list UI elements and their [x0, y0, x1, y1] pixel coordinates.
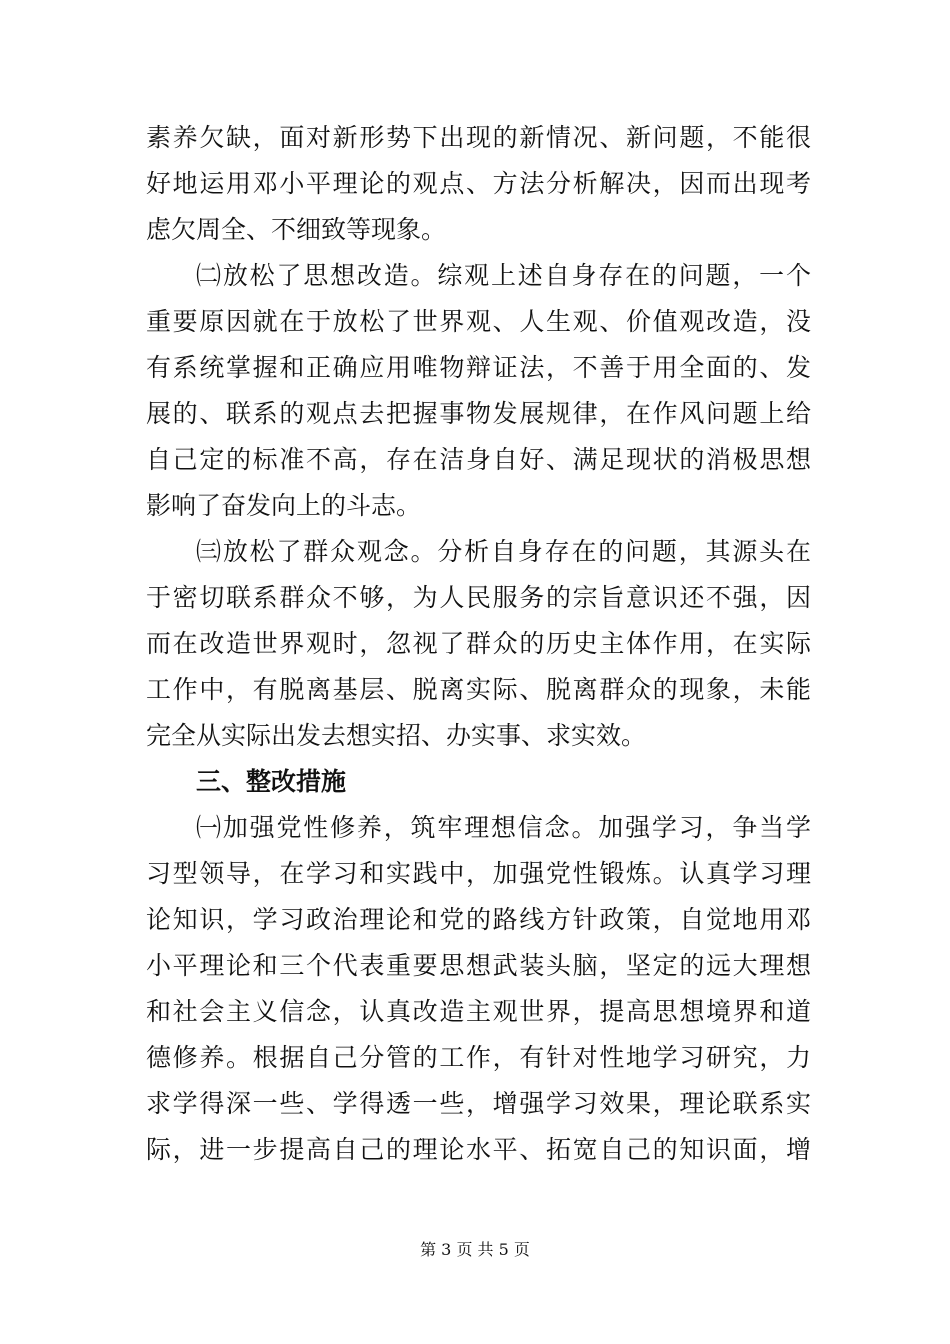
section-heading: 三、整改措施	[196, 767, 347, 796]
paragraph	[146, 115, 811, 253]
text-line: 重要原因就在于放松了世界观、人生观、价值观改造，没	[146, 307, 811, 336]
page-footer: 第 3 页 共 5 页	[420, 1240, 530, 1259]
text-line: 有系统掌握和正确应用唯物辩证法，不善于用全面的、发	[146, 353, 811, 382]
text-line: 好地运用邓小平理论的观点、方法分析解决，因而出现考	[146, 169, 811, 198]
text-line: 习型领导，在学习和实践中，加强党性锻炼。认真学习理	[146, 859, 811, 888]
text-line: 影响了奋发向上的斗志。	[146, 491, 422, 520]
text-line: 工作中，有脱离基层、脱离实际、脱离群众的现象，未能	[146, 675, 811, 704]
text-line: 虑欠周全、不细致等现象。	[146, 215, 447, 244]
text-line: 而在改造世界观时，忽视了群众的历史主体作用，在实际	[146, 629, 811, 658]
document-body	[146, 115, 811, 1173]
text-line: 德修养。根据自己分管的工作，有针对性地学习研究，力	[146, 1043, 811, 1072]
text-line: 和社会主义信念，认真改造主观世界，提高思想境界和道	[146, 997, 811, 1026]
text-line: ㈡放松了思想改造。综观上述自身存在的问题，一个	[196, 261, 811, 290]
paragraph	[146, 253, 811, 529]
text-line: 小平理论和三个代表重要思想武装头脑，坚定的远大理想	[146, 951, 811, 980]
text-line: 论知识，学习政治理论和党的路线方针政策，自觉地用邓	[146, 905, 811, 934]
paragraph	[146, 805, 811, 1173]
text-line: 际，进一步提高自己的理论水平、拓宽自己的知识面，增	[146, 1135, 811, 1164]
paragraph	[146, 529, 811, 759]
text-line: ㈠加强党性修养，筑牢理想信念。加强学习，争当学	[196, 813, 811, 842]
text-line: 展的、联系的观点去把握事物发展规律，在作风问题上给	[146, 399, 811, 428]
text-line: ㈢放松了群众观念。分析自身存在的问题，其源头在	[196, 537, 811, 566]
text-line: 求学得深一些、学得透一些，增强学习效果，理论联系实	[146, 1089, 811, 1118]
text-line: 素养欠缺，面对新形势下出现的新情况、新问题，不能很	[146, 123, 811, 152]
text-line: 于密切联系群众不够，为人民服务的宗旨意识还不强，因	[146, 583, 811, 612]
text-line: 自己定的标准不高，存在洁身自好、满足现状的消极思想	[146, 445, 811, 474]
text-line: 完全从实际出发去想实招、办实事、求实效。	[146, 721, 647, 750]
